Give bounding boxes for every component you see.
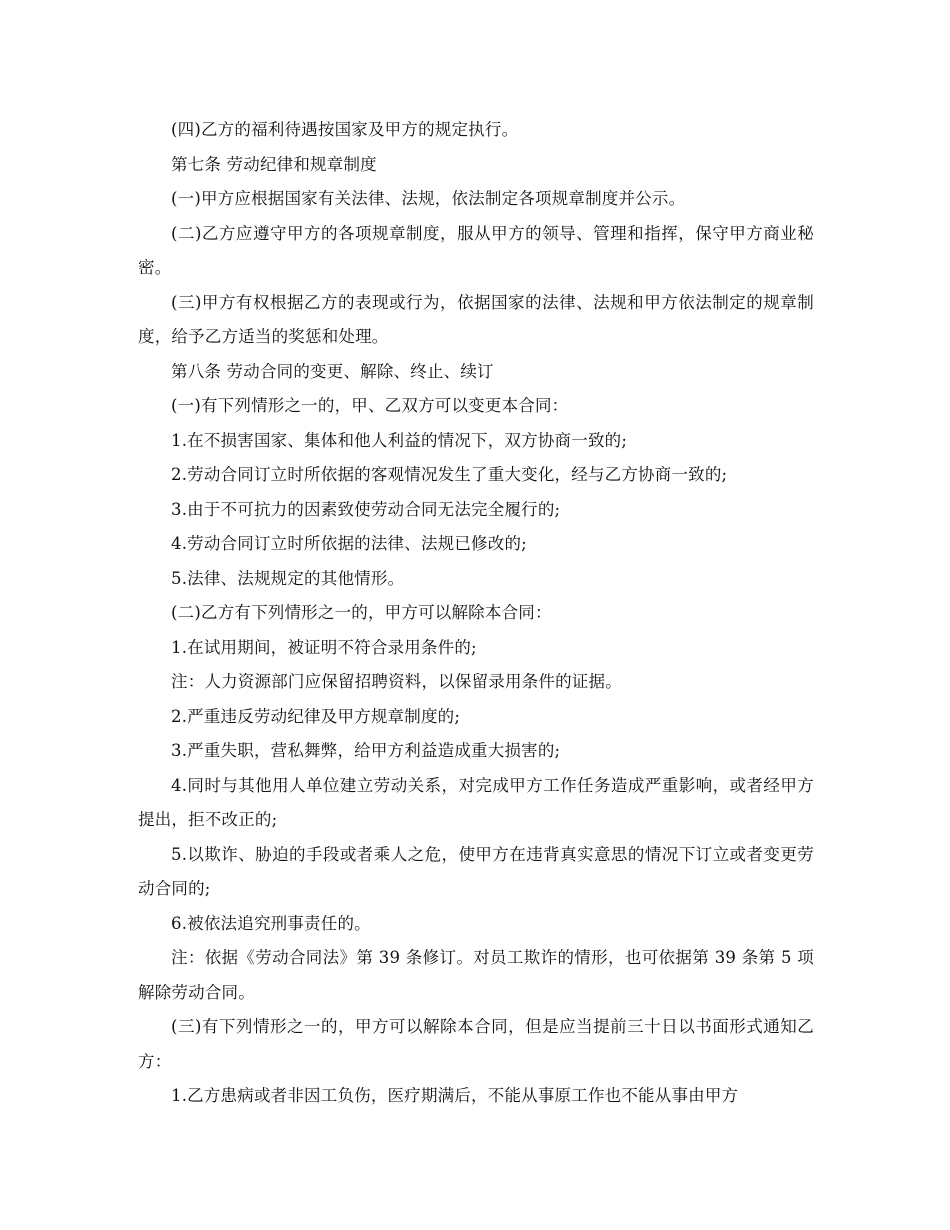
paragraph-7-1: (一)甲方应根据国家有关法律、法规，依法制定各项规章制度并公示。 bbox=[171, 189, 686, 208]
note-hr-records: 注：人力资源部门应保留招聘资料，以保留录用条件的证据。 bbox=[171, 672, 622, 691]
article-7-heading: 第七条 劳动纪律和规章制度 bbox=[171, 154, 377, 174]
list-item-8-1-1: 1.在不损害国家、集体和他人利益的情况下，双方协商一致的; bbox=[171, 430, 628, 450]
article-8-heading: 第八条 劳动合同的变更、解除、终止、续订 bbox=[171, 361, 494, 381]
paragraph-welfare: (四)乙方的福利待遇按国家及甲方的规定执行。 bbox=[171, 120, 519, 139]
list-item-8-2-2: 2.严重违反劳动纪律及甲方规章制度的; bbox=[171, 706, 461, 726]
list-item-8-1-2: 2.劳动合同订立时所依据的客观情况发生了重大变化，经与乙方协商一致的; bbox=[171, 465, 728, 484]
list-item-8-1-3: 3.由于不可抗力的因素致使劳动合同无法完全履行的; bbox=[171, 499, 561, 519]
note-labor-law-39: 注：依据《劳动合同法》第 39 条修订。对员工欺诈的情形，也可依据第 39 条第 5 项解除劳动合同。 bbox=[138, 948, 814, 1002]
paragraph-8-1: (一)有下列情形之一的，甲、乙双方可以变更本合同： bbox=[171, 396, 569, 415]
document-body bbox=[138, 113, 814, 1114]
paragraph-7-2: (二)乙方应遵守甲方的各项规章制度，服从甲方的领导、管理和指挥，保守甲方商业秘密。 bbox=[138, 223, 814, 277]
paragraph-8-3: (三)有下列情形之一的，甲方可以解除本合同，但是应当提前三十日以书面形式通知乙方： bbox=[138, 1017, 814, 1071]
list-item-8-2-4: 4.同时与其他用人单位建立劳动关系，对完成甲方工作任务造成严重影响，或者经甲方提出，拒不改正的; bbox=[138, 775, 814, 829]
paragraph-7-3: (三)甲方有权根据乙方的表现或行为，依据国家的法律、法规和甲方依法制定的规章制度，给予乙方适当的奖惩和处理。 bbox=[138, 292, 814, 346]
list-item-8-2-5: 5.以欺诈、胁迫的手段或者乘人之危，使甲方在违背真实意思的情况下订立或者变更劳动合同的; bbox=[138, 844, 814, 898]
list-item-8-3-1: 1.乙方患病或者非因工负伤，医疗期满后，不能从事原工作也不能从事由甲方 bbox=[171, 1086, 739, 1105]
paragraph-8-2: (二)乙方有下列情形之一的，甲方可以解除本合同： bbox=[171, 603, 552, 622]
list-item-8-1-5: 5.法律、法规规定的其他情形。 bbox=[171, 568, 405, 588]
list-item-8-2-1: 1.在试用期间，被证明不符合录用条件的; bbox=[171, 637, 477, 657]
list-item-8-2-6: 6.被依法追究刑事责任的。 bbox=[171, 913, 371, 933]
list-item-8-1-4: 4.劳动合同订立时所依据的法律、法规已修改的; bbox=[171, 534, 527, 553]
list-item-8-2-3: 3.严重失职，营私舞弊，给甲方利益造成重大损害的; bbox=[171, 741, 561, 760]
